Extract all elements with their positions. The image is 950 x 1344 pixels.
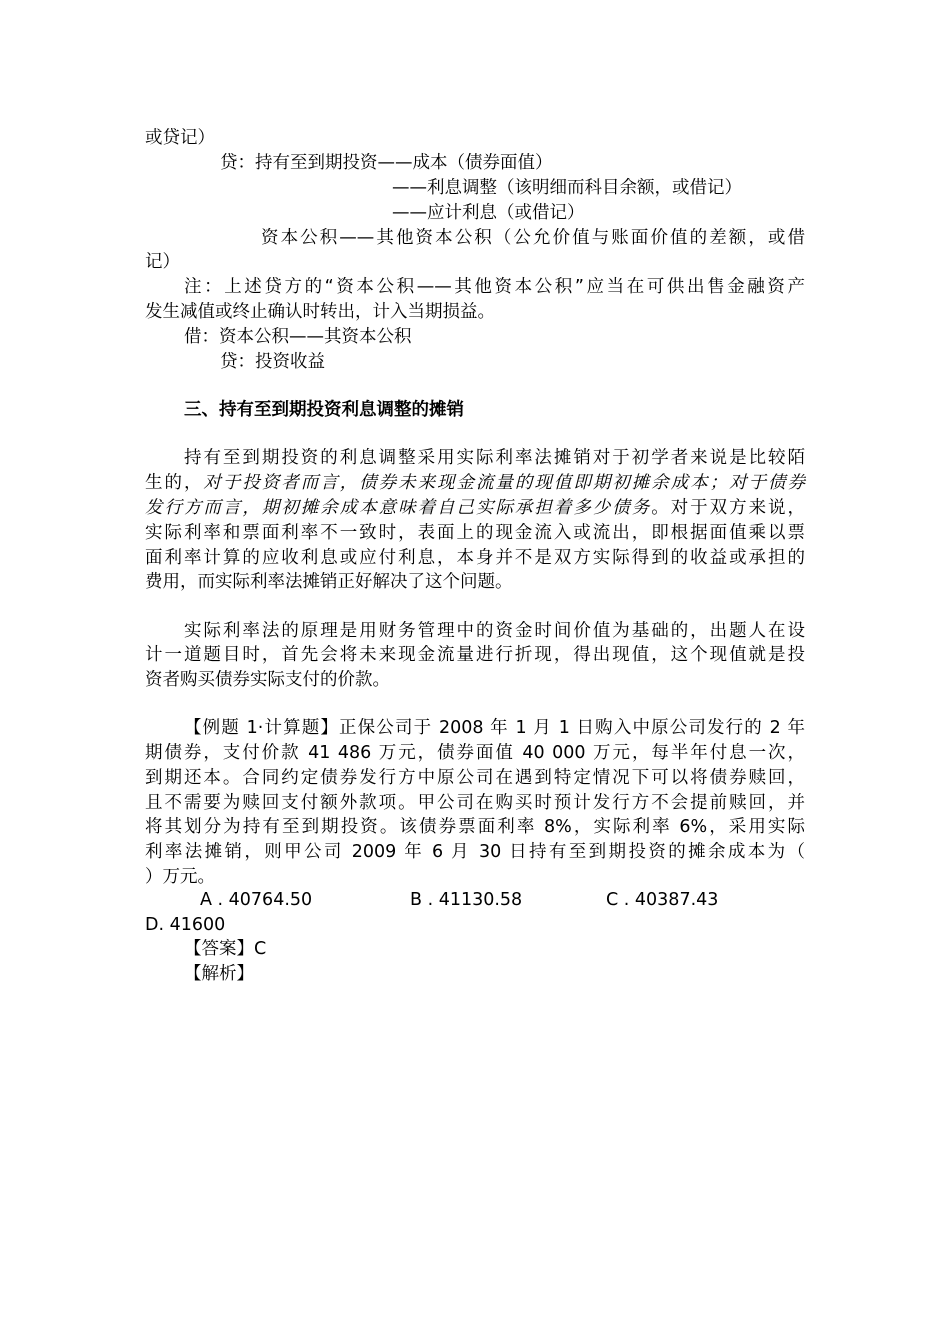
para1-line: 实际利率和票面利率不一致时，表面上的现金流入或流出，即根据面值乘以票 <box>145 523 805 543</box>
para2-line: 资者购买债券实际支付的价款。 <box>145 670 390 690</box>
example-line: 期债券，支付价款 41 486 万元，债券面值 40 000 万元，每半年付息一次， <box>145 743 805 763</box>
para1-text: 生的， <box>145 473 204 493</box>
entry-line: 记） <box>145 252 180 272</box>
note-line: 注：上述贷方的“资本公积——其他资本公积”应当在可供出售金融资产 <box>184 277 805 297</box>
entry-line: 贷：投资收益 <box>220 352 325 372</box>
entry-line: 或贷记） <box>145 128 215 148</box>
para1-line: 持有至到期投资的利息调整采用实际利率法摊销对于初学者来说是比较陌 <box>184 448 805 468</box>
entry-line: 资本公积——其他资本公积（公允价值与账面价值的差额，或借 <box>261 228 805 248</box>
option-a: A . 40764.50 <box>200 890 313 910</box>
para1-line: 面利率计算的应收利息或应付利息，本身并不是双方实际得到的收益或承担的 <box>145 548 805 568</box>
example-line: ）万元。 <box>145 867 215 887</box>
option-d: D. 41600 <box>145 915 226 935</box>
para1-italic-text: 发行方而言，期初摊余成本意味着自己实际承担着多少债务 <box>145 498 652 518</box>
para1-line: 费用，而实际利率法摊销正好解决了这个问题。 <box>145 572 513 592</box>
section-heading: 三、持有至到期投资利息调整的摊销 <box>184 400 464 420</box>
example-line: 且不需要为赎回支付额外款项。甲公司在购买时预计发行方不会提前赎回，并 <box>145 793 805 813</box>
para1-italic-text: 对于投资者而言，债券未来现金流量的现值即期初摊余成本；对于债券 <box>203 473 806 493</box>
para2-line: 计一道题目时，首先会将未来现金流量进行折现，得出现值，这个现值就是投 <box>145 645 805 665</box>
para1-line <box>145 496 805 520</box>
entry-line: 贷：持有至到期投资——成本（债券面值） <box>220 153 553 173</box>
example-line: 到期还本。合同约定债券发行方中原公司在遇到特定情况下可以将债券赎回， <box>145 768 805 788</box>
para1-line <box>145 471 805 495</box>
example-line: 利率法摊销，则甲公司 2009 年 6 月 30 日持有至到期投资的摊余成本为（ <box>145 842 805 862</box>
entry-line: 借：资本公积——其资本公积 <box>184 327 412 347</box>
answer-line: 【答案】C <box>184 939 267 959</box>
example-line: 将其划分为持有至到期投资。该债券票面利率 8%，实际利率 6%，采用实际 <box>145 817 805 837</box>
example-line: 【例题 1·计算题】正保公司于 2008 年 1 月 1 日购入中原公司发行的 2 年 <box>184 718 805 738</box>
option-c: C . 40387.43 <box>606 890 719 910</box>
option-b: B . 41130.58 <box>410 890 523 910</box>
para1-text: 。对于双方来说， <box>651 498 806 518</box>
note-line: 发生减值或终止确认时转出，计入当期损益。 <box>145 302 495 322</box>
para2-line: 实际利率法的原理是用财务管理中的资金时间价值为基础的，出题人在设 <box>184 621 805 641</box>
entry-line: ——应计利息（或借记） <box>392 203 585 223</box>
analysis-line: 【解析】 <box>184 964 254 984</box>
entry-line: ——利息调整（该明细而科目余额，或借记） <box>392 178 742 198</box>
